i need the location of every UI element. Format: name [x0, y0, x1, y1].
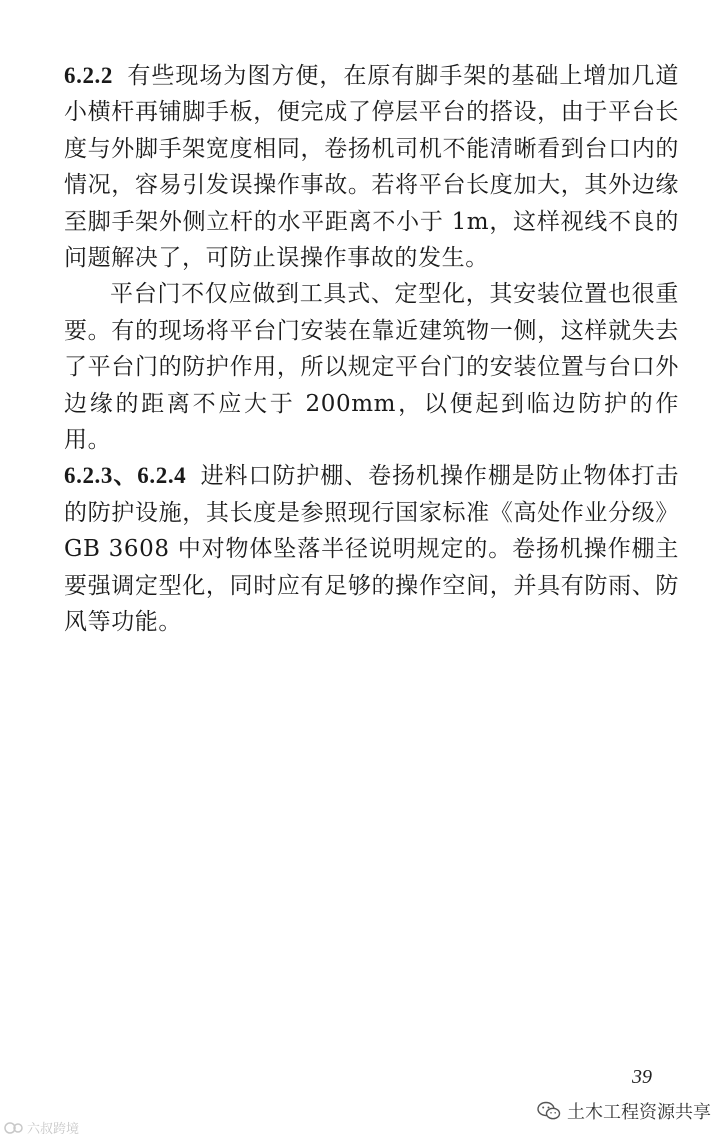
paragraph-6-2-2: [64, 58, 679, 276]
paragraph-text: 进料口防护棚、卷扬机操作棚是防止物体打击的防护设施，其长度是参照现行国家标准《高处作业分级》GB 3608 中对物体坠落半径说明规定的。卷扬机操作棚主要强调定型化，同时应有足够的操作空间，并具有防雨、防风等功能。: [64, 463, 679, 636]
paragraph-text: 有些现场为图方便，在原有脚手架的基础上增加几道小横杆再铺脚手板，便完成了停层平台的搭设，由于平台长度与外脚手架宽度相同，卷扬机司机不能清晰看到台口内的情况，容易引发误操作事故。若将平台长度加大，其外边缘至脚手架外侧立杆的水平距离不小于 1m，这样视线不良的问题解决了，可防止误操作事故的发生。: [64, 63, 679, 272]
paragraph-6-2-3-6-2-4: [64, 458, 679, 640]
watermark-right-text: 土木工程资源共享: [567, 1102, 711, 1123]
watermark-left-text: 六叔跨境: [27, 1122, 80, 1137]
watermark-logo-icon: [4, 1121, 24, 1135]
watermark-left: [4, 1118, 79, 1137]
page-number: 39: [632, 1066, 652, 1088]
paragraph-platform-door: [64, 276, 679, 458]
paragraph-text: 平台门不仅应做到工具式、定型化，其安装位置也很重要。有的现场将平台门安装在靠近建筑物一侧，这样就失去了平台门的防护作用，所以规定平台门的安装位置与台口外边缘的距离不应大于 200mm，以便起到临边防护的作用。: [64, 281, 679, 454]
document-body: [64, 58, 679, 641]
clause-number: 6.2.3、6.2.4: [64, 463, 187, 489]
watermark-right: [537, 1098, 711, 1124]
clause-number: 6.2.2: [64, 63, 113, 88]
wechat-icon: [537, 1101, 561, 1121]
